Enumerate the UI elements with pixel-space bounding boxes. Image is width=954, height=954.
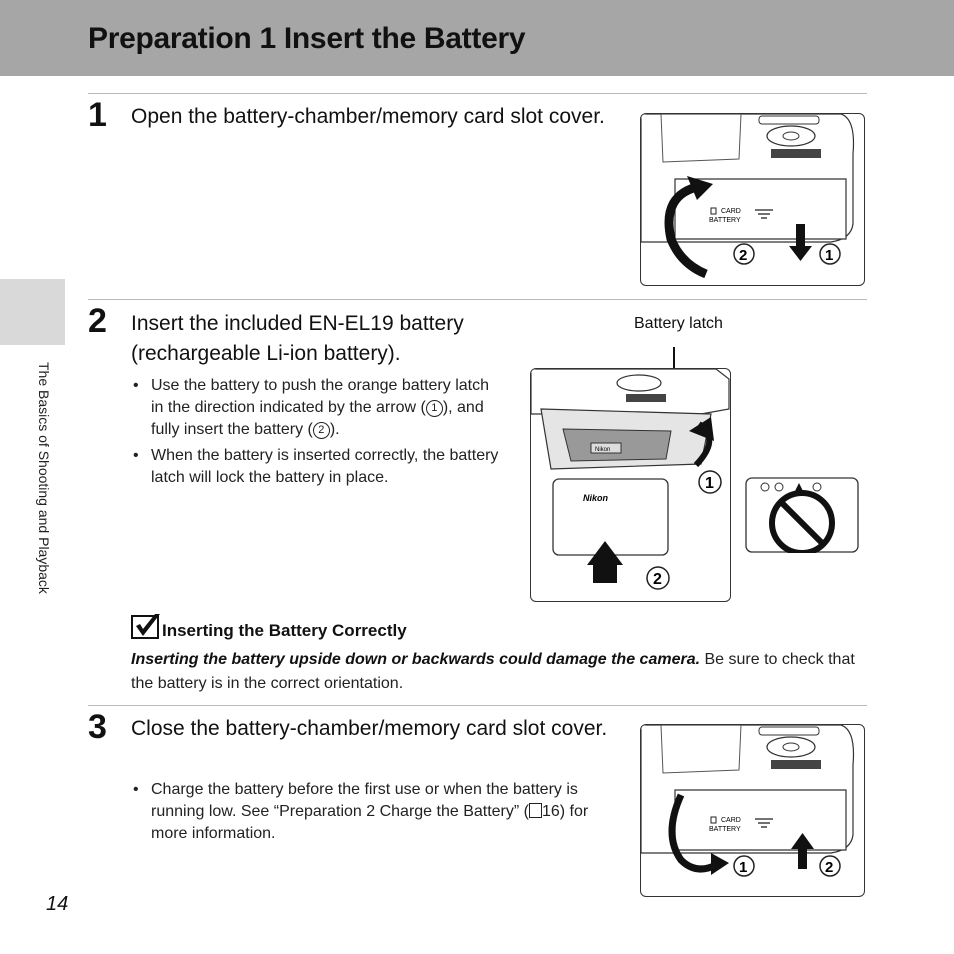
list-item: • When the battery is inserted correctly, the battery latch will lock the battery in place. bbox=[133, 447, 499, 486]
page-title: Preparation 1 Insert the Battery bbox=[88, 22, 526, 55]
step-1-number: 1 bbox=[88, 96, 107, 134]
divider bbox=[88, 93, 867, 94]
step-1-title: Open the battery-chamber/memory card slot cover. bbox=[131, 105, 605, 128]
marker-1: 1 bbox=[825, 247, 834, 264]
battery-latch-callout: Battery latch bbox=[634, 315, 723, 332]
battery-label: BATTERY bbox=[709, 826, 741, 833]
battery-brand: Nikon bbox=[583, 493, 609, 503]
battery-label: BATTERY bbox=[709, 217, 741, 224]
wrong-orientation-illustration bbox=[745, 477, 859, 553]
step-1-illustration bbox=[640, 113, 865, 286]
step-2-bullets bbox=[131, 375, 501, 493]
check-note-icon bbox=[131, 614, 161, 640]
step-2-illustration bbox=[530, 368, 731, 602]
marker-1: 1 bbox=[739, 859, 748, 876]
list-item: • Use the battery to push the orange battery latch in the direction indicated by the arrow ( 1 ), and fully insert the battery ( 2 ). bbox=[133, 377, 489, 438]
step-3-illustration bbox=[640, 724, 865, 897]
page-header bbox=[0, 0, 954, 76]
marker-2: 2 bbox=[739, 247, 748, 264]
list-item: • Charge the battery before the first use or when the battery is running low. See “Preparation 2 Charge the Battery” ( 16) for more information. bbox=[133, 781, 589, 842]
battery-brand: Nikon bbox=[595, 447, 611, 453]
note-body: Inserting the battery upside down or backwards could damage the camera. Be sure to check that the battery is in the correct orientation. bbox=[131, 651, 855, 692]
divider bbox=[88, 299, 867, 300]
note-title: Inserting the Battery Correctly bbox=[162, 621, 407, 640]
step-2-number: 2 bbox=[88, 302, 107, 340]
book-reference-icon bbox=[529, 803, 542, 818]
section-tab bbox=[0, 279, 65, 345]
section-label-text: The Basics of Shooting and Playback bbox=[36, 362, 52, 594]
step-3-bullets bbox=[131, 779, 611, 849]
marker-1: 1 bbox=[705, 475, 714, 492]
page-number: 14 bbox=[46, 893, 69, 915]
marker-2: 2 bbox=[653, 571, 662, 588]
divider bbox=[88, 705, 867, 706]
step-3-number: 3 bbox=[88, 708, 107, 746]
step-2-title: Insert the included EN-EL19 battery (rechargeable Li-ion battery). bbox=[131, 312, 464, 365]
step-3-title: Close the battery-chamber/memory card slot cover. bbox=[131, 717, 608, 740]
card-label: CARD bbox=[721, 208, 741, 215]
section-label bbox=[38, 362, 52, 662]
marker-2: 2 bbox=[825, 859, 834, 876]
card-label: CARD bbox=[721, 817, 741, 824]
